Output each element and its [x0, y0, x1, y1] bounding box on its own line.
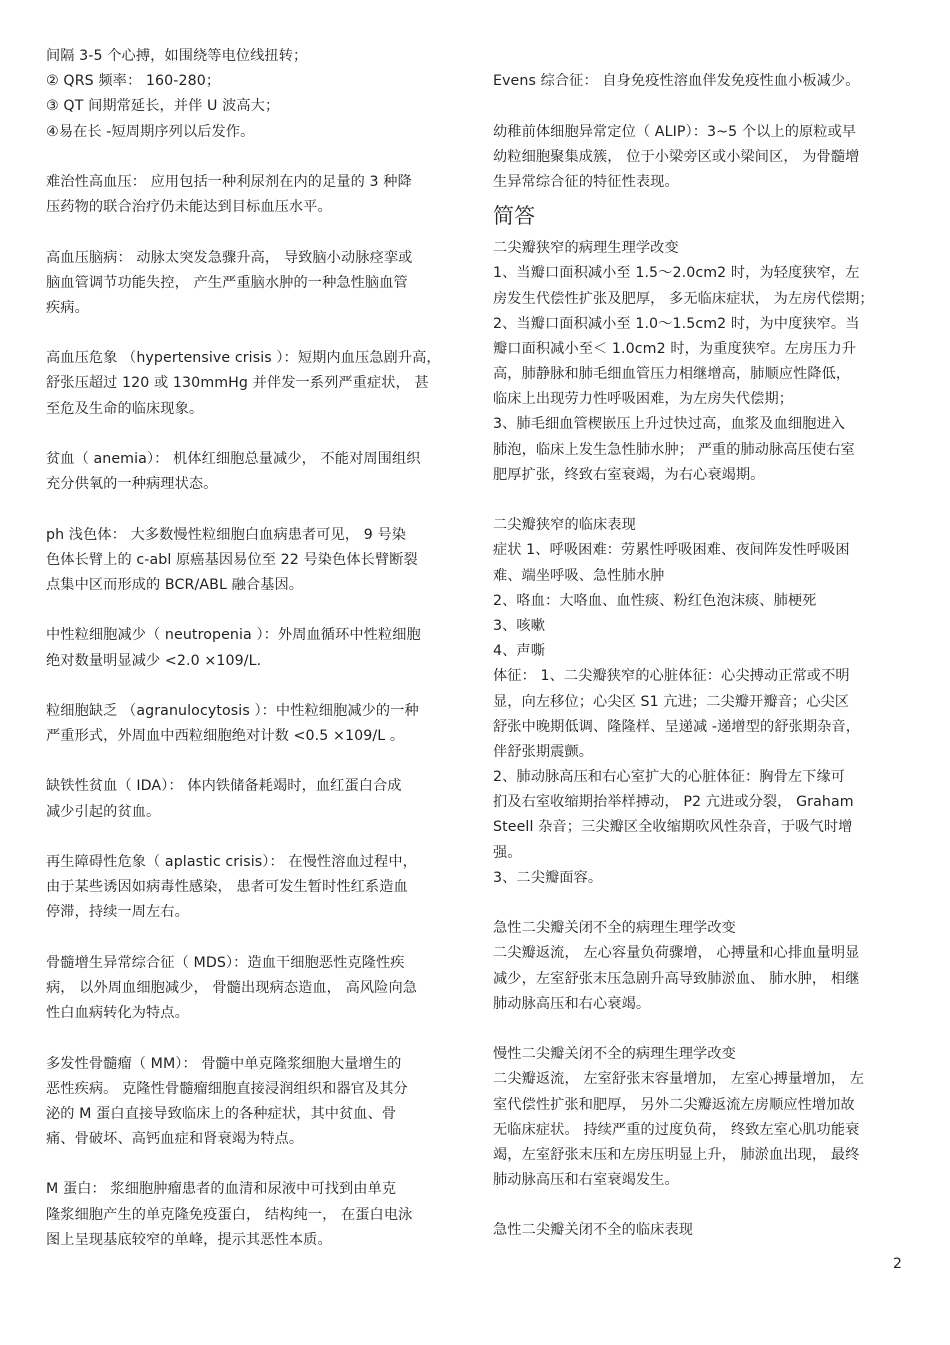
text-line: 隆浆细胞产生的单克隆免疫蛋白， 结构纯一， 在蛋白电泳	[46, 1206, 413, 1223]
text-line: 舒张中晚期低调、隆隆样、呈递减 -递增型的舒张期杂音，	[493, 718, 861, 735]
text-line: 压药物的联合治疗仍未能达到目标血压水平。	[46, 199, 332, 216]
text-line: 减少，左室舒张末压急剧升高导致肺淤血、 肺水肿， 相继	[493, 970, 860, 987]
text-line: 3、肺毛细血管楔嵌压上升过快过高，血浆及血细胞进入	[493, 416, 846, 433]
text-line: 1、当瓣口面积减小至 1.5～2.0cm2 时，为轻度狭窄，左	[493, 265, 860, 282]
right-column-bottom	[493, 236, 907, 1244]
text-line: 图上呈现基底较窄的单峰，提示其恶性本质。	[46, 1231, 332, 1248]
right-column	[493, 44, 907, 1244]
paragraph-gap	[46, 825, 458, 850]
text-line: 显，向左移位；心尖区 S1 亢进；二尖瓣开瓣音；心尖区	[493, 693, 850, 710]
paragraph-gap	[46, 145, 458, 170]
text-line: 伴舒张期震颤。	[493, 743, 594, 760]
paragraph-gap	[493, 891, 907, 916]
text-line: 竭，左室舒张末压和左房压明显上升， 肺淤血出现， 最终	[493, 1146, 860, 1163]
left-column	[46, 44, 458, 1253]
text-line: ③ QT 间期常延长，并伴 U 波高大；	[46, 98, 280, 115]
paragraph-gap	[46, 598, 458, 623]
text-line: 症状 1、呼吸困难：劳累性呼吸困难、夜间阵发性呼吸困	[493, 542, 850, 559]
text-line: 高，肺静脉和肺毛细血管压力相继增高，肺顺应性降低，	[493, 366, 851, 383]
paragraph-gap	[493, 44, 907, 69]
text-line: 二尖瓣狭窄的病理生理学改变	[493, 240, 679, 257]
text-line: 痛、骨破坏、高钙血症和肾衰竭为特点。	[46, 1131, 304, 1148]
text-line: 中性粒细胞减少（ neutropenia ）：外周血循环中性粒细胞	[46, 627, 421, 644]
paragraph-gap	[46, 422, 458, 447]
paragraph-gap	[46, 497, 458, 522]
text-line: 2、咯血：大咯血、血性痰、粉红色泡沫痰、肺梗死	[493, 592, 817, 609]
text-line: 体征： 1、二尖瓣狭窄的心脏体征：心尖搏动正常或不明	[493, 668, 850, 685]
text-line: 贫血（ anemia）： 机体红细胞总量减少， 不能对周围组织	[46, 451, 421, 467]
text-line: 恶性疾病。 克隆性骨髓瘤细胞直接浸润组织和器官及其分	[46, 1080, 408, 1097]
text-line: 肺泡，临床上发生急性肺水肿； 严重的肺动脉高压使右室	[493, 441, 855, 458]
text-line: 泌的 M 蛋白直接导致临床上的各种症状，其中贫血、骨	[46, 1105, 397, 1122]
paragraph-gap	[493, 488, 907, 513]
text-line: 粒细胞缺乏 （agranulocytosis ）：中性粒细胞减少的一种	[46, 702, 419, 719]
text-line: 2、肺动脉高压和右心室扩大的心脏体征：胸骨左下缘可	[493, 769, 846, 786]
text-line: 高血压危象 （hypertensive crisis ）：短期内血压急剧升高，	[46, 350, 441, 367]
text-line: 由于某些诱因如病毒性感染， 患者可发生暂时性红系造血	[46, 879, 408, 896]
text-line: Evens 综合征： 自身免疫性溶血伴发免疫性血小板减少。	[493, 73, 860, 90]
text-line: 扪及右室收缩期抬举样搏动， P2 亢进或分裂， Graham	[493, 794, 854, 811]
text-line: 慢性二尖瓣关闭不全的病理生理学改变	[493, 1046, 736, 1063]
text-line: 幼稚前体细胞异常定位（ ALIP）：3~5 个以上的原粒或早	[493, 123, 857, 140]
text-line: 疾病。	[46, 299, 89, 316]
paragraph-gap	[46, 749, 458, 774]
text-line: 至危及生命的临床现象。	[46, 400, 204, 417]
text-line: 减少引起的贫血。	[46, 803, 161, 820]
text-line: 难治性高血压： 应用包括一种利尿剂在内的足量的 3 种降	[46, 173, 412, 190]
text-line: 脑血管调节功能失控， 产生严重脑水肿的一种急性脑血管	[46, 274, 408, 291]
text-line: 肥厚扩张，终致右室衰竭，为右心衰竭期。	[493, 466, 765, 483]
text-line: 高血压脑病： 动脉太突发急骤升高， 导致脑小动脉痉挛或	[46, 249, 413, 266]
text-line: 再生障碍性危象（ aplastic crisis）： 在慢性溶血过程中，	[46, 854, 417, 870]
paragraph-gap	[46, 220, 458, 245]
text-line: 色体长臂上的 c-abl 原癌基因易位至 22 号染色体长臂断裂	[46, 551, 418, 568]
text-line: 骨髓增生异常综合征（ MDS）：造血干细胞恶性克隆性疾	[46, 954, 405, 971]
text-line: 3、二尖瓣面容。	[493, 869, 603, 886]
paragraph-gap	[46, 1152, 458, 1177]
text-line: 缺铁性贫血（ IDA）： 体内铁储备耗竭时，血红蛋白合成	[46, 778, 402, 795]
text-line: 肺动脉高压和右心衰竭。	[493, 995, 651, 1012]
text-line: 难、端坐呼吸、急性肺水肿	[493, 567, 665, 584]
text-line: 二尖瓣返流， 左心容量负荷骤增， 心搏量和心排血量明显	[493, 945, 860, 962]
text-line: ④易在长 -短周期序列以后发作。	[46, 123, 255, 140]
text-line: 临床上出现劳力性呼吸困难，为左房失代偿期；	[493, 391, 794, 408]
paragraph-gap	[46, 1026, 458, 1051]
paragraph-gap	[46, 321, 458, 346]
paragraph-gap	[46, 674, 458, 699]
text-line: 4、声嘶	[493, 643, 545, 660]
text-line: 多发性骨髓瘤（ MM）： 骨髓中单克隆浆细胞大量增生的	[46, 1055, 402, 1072]
paragraph-gap	[493, 94, 907, 119]
text-line: ph 浅色体： 大多数慢性粒细胞白血病患者可见， 9 号染	[46, 526, 407, 543]
right-column-top	[493, 44, 907, 195]
text-line: 严重形式，外周血中西粒细胞绝对计数 <0.5 ×109/L 。	[46, 728, 405, 745]
text-line: 点集中区而形成的 BCR/ABL 融合基因。	[46, 576, 304, 593]
paragraph-gap	[46, 926, 458, 951]
text-line: 性白血病转化为特点。	[46, 1005, 189, 1022]
page-number: 2	[893, 1256, 902, 1272]
text-line: 2、当瓣口面积减小至 1.0～1.5cm2 时，为中度狭窄。当	[493, 315, 860, 332]
text-line: ② QRS 频率： 160-280；	[46, 73, 221, 90]
text-line: M 蛋白： 浆细胞肿瘤患者的血清和尿液中可找到由单克	[46, 1181, 397, 1198]
paragraph-gap	[493, 1017, 907, 1042]
text-line: Steell 杂音；三尖瓣区全收缩期吹风性杂音，于吸气时增	[493, 819, 853, 836]
text-line: 舒张压超过 120 或 130mmHg 并伴发一系列严重症状， 甚	[46, 375, 429, 392]
text-line: 二尖瓣狭窄的临床表现	[493, 517, 636, 534]
text-line: 幼粒细胞聚集成簇， 位于小梁旁区或小梁间区， 为骨髓增	[493, 148, 860, 165]
text-line: 3、咳嗽	[493, 617, 545, 634]
text-line: 停滞，持续一周左右。	[46, 904, 189, 921]
text-line: 间隔 3-5 个心搏，如围绕等电位线扭转；	[46, 48, 308, 64]
text-line: 强。	[493, 844, 522, 861]
text-line: 瓣口面积减小至＜ 1.0cm2 时，为重度狭窄。左房压力升	[493, 340, 857, 357]
text-line: 生异常综合征的特征性表现。	[493, 173, 679, 190]
text-line: 室代偿性扩张和肥厚， 另外二尖瓣返流左房顺应性增加故	[493, 1096, 855, 1113]
text-line: 急性二尖瓣关闭不全的病理生理学改变	[493, 920, 736, 937]
text-line: 二尖瓣返流， 左室舒张末容量增加， 左室心搏量增加， 左	[493, 1071, 865, 1088]
text-line: 充分供氧的一种病理状态。	[46, 476, 218, 493]
section-heading-short-answer: 简答	[493, 204, 536, 229]
text-line: 肺动脉高压和右室衰竭发生。	[493, 1172, 679, 1189]
text-line: 病， 以外周血细胞减少， 骨髓出现病态造血， 高风险向急	[46, 979, 418, 996]
text-line: 急性二尖瓣关闭不全的临床表现	[493, 1222, 694, 1239]
text-line: 无临床症状。 持续严重的过度负荷， 终致左室心肌功能衰	[493, 1121, 860, 1138]
paragraph-gap	[493, 1193, 907, 1218]
text-line: 绝对数量明显减少 <2.0 ×109/L.	[46, 652, 262, 669]
text-line: 房发生代偿性扩张及肥厚， 多无临床症状， 为左房代偿期；	[493, 290, 874, 307]
